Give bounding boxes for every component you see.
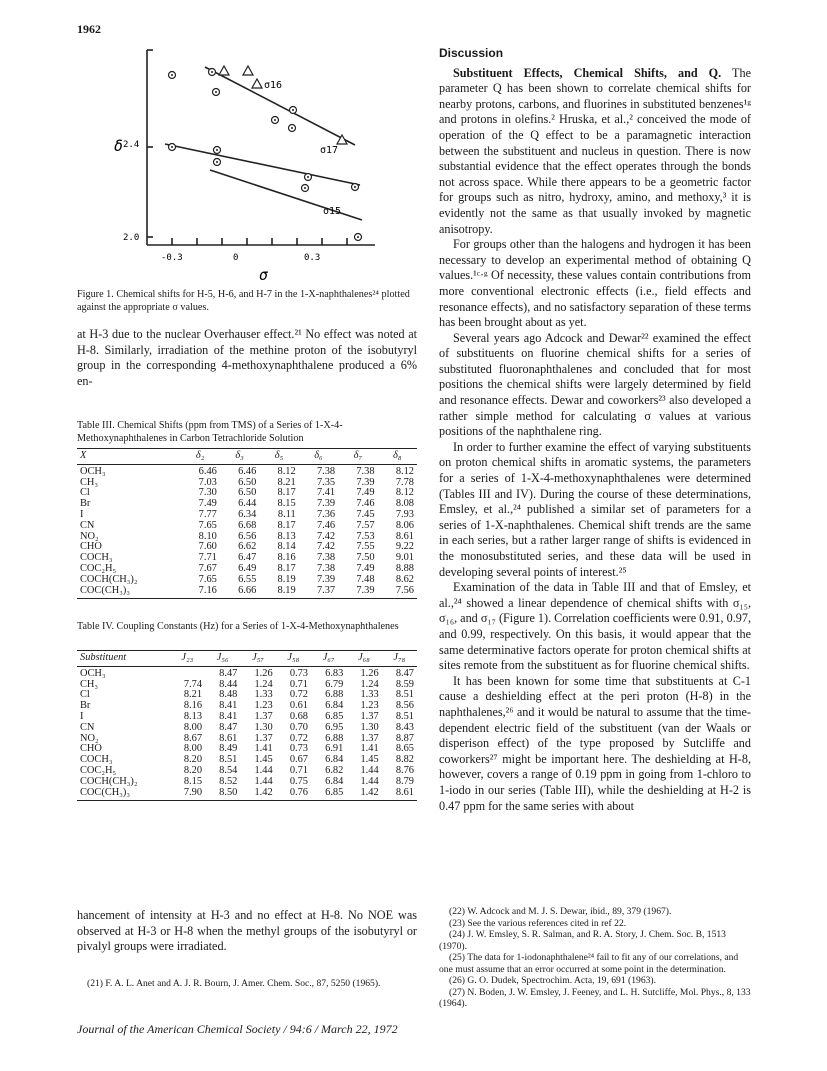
reference: (26) G. O. Dudek, Spectrochim. Acta, 19, 691 (1963). (449, 975, 657, 986)
table-cell: 1.33 (360, 689, 379, 701)
table-cell: 8.21 (183, 689, 203, 701)
reference: (27) N. Boden, J. W. Emsley, J. Feeney, and L. H. Sutcliffe, Mol. Phys., 8, 133 (1964). (439, 986, 751, 1009)
table-cell: 6.84 (325, 775, 344, 787)
table-cell: 8.41 (219, 710, 238, 722)
row-label: COCH(CH₃)₂ (80, 573, 138, 585)
column-header: δ₇ (338, 449, 377, 465)
table-cell: 7.56 (378, 586, 417, 599)
table-cell: 7.45 (356, 508, 375, 520)
table-cell: 6.34 (238, 508, 257, 520)
table-row (77, 575, 417, 586)
curve-label-sigma15: σ15 (323, 206, 342, 217)
table-cell: 8.67 (183, 732, 203, 744)
paragraph: In order to further examine the effect of varying substituents on proton chemical shifts in aromatic systems, the parameters for a series of 1-X-4-methoxynaphthalenes were determined (Tables III and IV). During the course of these determinations, Emsley, et al.,²⁴ published a similar set of parameters for a series of 1-X-naphthalenes. Chemical shift trends are the same in each series, but a rather larger range of shifts is evidenced in the monosubstituted series, and these data will be used in developing several points of interest.²⁵ (439, 439, 751, 579)
row-label: COCH₃ (80, 754, 113, 766)
table-cell: 8.00 (183, 743, 203, 755)
table-cell: 7.38 (316, 465, 336, 477)
table-cell: 7.93 (395, 508, 414, 520)
table-cell: 6.66 (220, 586, 259, 599)
table-cell: 1.44 (254, 764, 273, 776)
table-cell: 7.39 (316, 498, 336, 510)
table-cell: 7.53 (356, 530, 375, 542)
table-cell: 9.22 (395, 541, 414, 553)
column-header: J₅₈ (276, 651, 311, 667)
table-cell: 8.06 (395, 519, 414, 531)
table-cell: 7.55 (356, 541, 375, 553)
figure-1-plot (114, 40, 380, 285)
table-cell: 8.65 (395, 743, 414, 755)
body-text: hancement of intensity at H-3 and no effect at H-8. No NOE was observed at H-3 or H-8 when the methyl groups of the isobutyryl or pivalyl groups were irradiated. (77, 908, 417, 954)
table-row (77, 788, 417, 801)
table-cell: 7.65 (198, 519, 217, 531)
table-cell: 6.85 (311, 788, 346, 801)
table-cell: 8.00 (183, 721, 203, 733)
row-label: CHO (80, 743, 102, 755)
x-tick-label: -0.3 (161, 253, 183, 263)
table-cell: 8.59 (395, 678, 414, 690)
table-cell: 8.49 (219, 743, 238, 755)
table-cell: 7.36 (316, 508, 336, 520)
table-cell: 8.79 (395, 775, 414, 787)
table-row (77, 464, 417, 477)
table-cell: 7.46 (356, 498, 375, 510)
table-cell: 8.87 (395, 732, 414, 744)
table3 (77, 448, 417, 599)
reference: (25) The data for 1-iodonaphthalene²⁴ fail to fit any of our correlations, and one must assume that an error occurred at some point in the determination. (439, 952, 739, 975)
row-label: NO₂ (80, 530, 99, 542)
table-cell: 6.47 (238, 552, 257, 564)
table-cell: 8.43 (395, 721, 414, 733)
table-cell: 7.39 (338, 586, 377, 599)
table-cell: 8.17 (277, 487, 296, 499)
table-cell: 7.37 (299, 586, 338, 599)
table-cell: 8.12 (395, 465, 414, 477)
column-header: J₅₇ (240, 651, 275, 667)
table-cell: 8.16 (277, 552, 296, 564)
table-cell: 7.42 (316, 541, 336, 553)
table-cell: 7.65 (198, 573, 217, 585)
table-cell: 1.26 (254, 667, 273, 679)
table-cell: 7.71 (198, 552, 217, 564)
table-cell: 0.70 (289, 721, 308, 733)
section-heading: Discussion (439, 46, 504, 60)
table-cell: 7.67 (198, 562, 217, 574)
table-cell: 6.91 (325, 743, 344, 755)
footnote-21 (77, 978, 417, 990)
table-cell: 1.33 (254, 689, 273, 701)
table-cell: 7.90 (170, 788, 205, 801)
row-label: Br (80, 700, 91, 712)
x-tick-label: 0.3 (304, 253, 321, 263)
y-tick-label: 2.0 (123, 233, 140, 243)
table-cell: 8.13 (277, 530, 296, 542)
row-label: COCH(CH₃)₂ (80, 775, 138, 787)
reference: (24) J. W. Emsley, S. R. Salman, and R. A. Story, J. Chem. Soc. B, 1513 (1970). (439, 929, 726, 952)
row-label: I (80, 710, 84, 722)
table3-header-row (77, 449, 417, 465)
table-cell: 8.08 (395, 498, 414, 510)
table-cell: 8.88 (395, 562, 414, 574)
table-cell: 8.61 (382, 788, 417, 801)
table-cell: 6.56 (238, 530, 257, 542)
table-cell: 7.77 (198, 508, 217, 520)
table3-caption: Table III. Chemical Shifts (ppm from TMS) of a Series of 1-X-4-Methoxynaphthalenes in Carbon Tetrachloride Solution (77, 420, 343, 444)
table-cell: 6.79 (325, 678, 344, 690)
table-cell: 1.37 (360, 710, 379, 722)
paragraph: It has been known for some time that substituents at C-1 cause a deshielding effect at the peri proton (H-8) in the naphthalenes,²⁶ and it would be natural to assume that the time-dependent electric field of the substituent (van der Waals or disperison effect) of the type proposed by Sutcliffe and coworkers²⁷ might be important here. The deshielding at H-8, however, covers a range of 0.19 ppm in going from 1-chloro to 1-iodo in our series (Table III), while the deshielding at H-2 is 0.47 ppm for the same series with about (439, 673, 751, 813)
table-cell: 8.56 (395, 700, 414, 712)
table-cell: 7.49 (356, 487, 375, 499)
curve-label-sigma17: σ17 (320, 145, 339, 156)
table-cell: 7.38 (316, 562, 336, 574)
table-cell: 8.12 (395, 487, 414, 499)
table-cell: 0.71 (289, 764, 308, 776)
table-cell: 7.42 (316, 530, 336, 542)
table-cell: 1.24 (360, 678, 379, 690)
table4-caption: Table IV. Coupling Constants (Hz) for a Series of 1-X-4-Methoxynaphthalenes (77, 621, 399, 632)
table-cell: 6.84 (325, 754, 344, 766)
table-cell: 1.44 (360, 764, 379, 776)
table-row (77, 666, 417, 679)
table-cell: 8.19 (277, 573, 296, 585)
table-cell: 0.68 (289, 710, 308, 722)
table-cell: 0.75 (289, 775, 308, 787)
table-cell: 6.88 (325, 732, 344, 744)
table-cell: 0.73 (289, 743, 308, 755)
column-header: J₅₆ (205, 651, 240, 667)
table-row (77, 521, 417, 532)
table-cell: 8.14 (277, 541, 296, 553)
paragraph: For groups other than the halogens and hydrogen it has been necessary to develop an experimental method of obtaining Q values.¹ᶜ·ᵍ Of necessity, these values contain contributions from more conventional electronic effects (i.e., field effects and resonance effects), and no satisfactory separation of these terms has been brought about as yet. (439, 237, 751, 330)
references (439, 906, 751, 1010)
table-cell: 1.45 (360, 754, 379, 766)
table-cell: 8.10 (198, 530, 217, 542)
column-header: J₆₈ (346, 651, 381, 667)
table-cell: 1.23 (360, 700, 379, 712)
table-cell: 6.95 (325, 721, 344, 733)
table-cell: 8.47 (219, 721, 238, 733)
row-label: CN (80, 519, 95, 531)
table-cell: 6.84 (325, 700, 344, 712)
row-label: CHO (80, 541, 102, 553)
table-cell: 8.44 (219, 678, 238, 690)
table-cell: 0.73 (289, 667, 308, 679)
page-number: 1962 (77, 22, 101, 36)
row-label: COC(CH₃)₃ (77, 586, 180, 599)
table-cell: 8.51 (395, 689, 414, 701)
journal-footer: Journal of the American Chemical Society / 94:6 / March 22, 1972 (77, 1022, 398, 1036)
column-header: X (77, 449, 180, 465)
table-row (77, 586, 417, 599)
table-cell: 7.78 (395, 476, 414, 488)
table-cell: 8.17 (277, 562, 296, 574)
table-cell: 6.55 (238, 573, 257, 585)
table-cell: 1.23 (254, 700, 273, 712)
row-label: Cl (80, 487, 90, 499)
row-label: Br (80, 498, 91, 510)
y-axis-symbol: δ (114, 137, 124, 155)
table-cell: 8.20 (183, 754, 203, 766)
table-cell: 1.44 (360, 775, 379, 787)
table-cell: 8.15 (183, 775, 203, 787)
table-cell: 8.15 (277, 498, 296, 510)
column-header: J₇₈ (382, 651, 417, 667)
table-cell: 8.13 (183, 710, 203, 722)
table-cell: 8.41 (219, 700, 238, 712)
curve-label-sigma16: σ16 (264, 80, 283, 91)
table-cell: 7.57 (356, 519, 375, 531)
table-cell: 7.49 (198, 498, 217, 510)
table-cell: 7.35 (316, 476, 336, 488)
table-cell: 6.85 (325, 710, 344, 722)
table-cell: 1.37 (360, 732, 379, 744)
table-cell: 8.11 (277, 508, 296, 520)
row-label: COC(CH₃)₃ (77, 788, 170, 801)
table-cell: 0.72 (289, 689, 308, 701)
table-row (77, 723, 417, 734)
row-label: I (80, 508, 84, 520)
table-cell: 1.37 (254, 710, 273, 722)
left-paragraph-2 (77, 908, 417, 955)
row-label: COC₂H₅ (80, 764, 117, 776)
table-cell: 6.50 (238, 487, 257, 499)
table-cell: 1.26 (360, 667, 379, 679)
table-row (77, 777, 417, 788)
x-axis-symbol: σ (259, 266, 269, 284)
regression-line-sigma16 (205, 67, 355, 145)
table-cell: 7.46 (316, 519, 336, 531)
table-cell: 8.47 (219, 667, 238, 679)
figure-caption: Figure 1. Chemical shifts for H-5, H-6, and H-7 in the 1-X-naphthalenes²⁴ plotted against the appropriate σ values. (77, 289, 410, 313)
table-cell: 8.62 (395, 573, 414, 585)
right-column (439, 46, 751, 814)
reference: (23) See the various references cited in ref 22. (449, 917, 627, 929)
table-cell: 7.50 (356, 552, 375, 564)
column-header: δ₈ (378, 449, 417, 465)
table-cell: 8.76 (395, 764, 414, 776)
table-cell: 6.68 (238, 519, 257, 531)
table-cell: 1.44 (254, 775, 273, 787)
table-cell: 8.20 (183, 764, 203, 776)
column-header: δ₆ (299, 449, 338, 465)
table-cell: 8.54 (219, 764, 238, 776)
table-cell (170, 666, 205, 679)
table-cell: 6.49 (238, 562, 257, 574)
table4 (77, 650, 417, 801)
column-header: δ₅ (259, 449, 298, 465)
table-cell: 8.61 (395, 530, 414, 542)
table-cell: 1.24 (254, 678, 273, 690)
paragraph (439, 66, 751, 238)
table-cell: 6.82 (325, 764, 344, 776)
table-cell: 6.44 (238, 498, 257, 510)
table-cell: 6.88 (325, 689, 344, 701)
table-cell: 1.45 (254, 754, 273, 766)
reference: (21) F. A. L. Anet and A. J. R. Bourn, J. Amer. Chem. Soc., 87, 5250 (1965). (87, 978, 381, 989)
table-cell: 0.72 (289, 732, 308, 744)
row-label: CH₃ (80, 476, 99, 488)
table-cell: 6.50 (238, 476, 257, 488)
table-cell: 8.82 (395, 754, 414, 766)
y-tick-label: 2.4 (123, 140, 140, 150)
body-text: The parameter Q has been shown to correlate chemical shifts for nearby protons, carbons, and fluorines in substituted benzenes¹ᵍ and protons in olefins.² Hruska, et al.,² conceived the mode of operation of the Q effect to be a paramagnetic interaction between the substituent and nucleus in question. There is now substantial evidence that the effect operates through the bonds not across space. While there appears to be a geometric factor for groups such as nitro, hydroxy, amino, and methoxy,³ it is evidently not the same as that usually invoked by magnetic anisotropy. (439, 65, 751, 236)
table-cell: 8.21 (277, 476, 296, 488)
table-cell: 0.71 (289, 678, 308, 690)
table-cell: 8.48 (219, 689, 238, 701)
column-header: J₂₃ (170, 651, 205, 667)
table-cell: 1.41 (254, 743, 273, 755)
table-cell: 7.03 (198, 476, 217, 488)
table-cell: 0.61 (289, 700, 308, 712)
table-cell: 7.60 (198, 541, 217, 553)
table-cell: 6.83 (325, 667, 344, 679)
row-label: NO₂ (80, 732, 99, 744)
table-cell: 7.48 (356, 573, 375, 585)
table-cell: 7.39 (356, 476, 375, 488)
paragraph: Examination of the data in Table III and that of Emsley, et al.,²⁴ showed a linear dependence of chemical shifts with σ₁₅, σ₁₆, and σ₁₇ (Figure 1). Correlation coefficients were 0.91, 0.97, and 0.99, respectively. On this basis, it would appear that the same determinative factors operate for proton chemical shifts at sites remote from the substituent as for fluorine chemical shifts. (439, 580, 751, 673)
table-cell: 7.74 (183, 678, 203, 690)
table-cell: 9.01 (395, 552, 414, 564)
paragraph: Several years ago Adcock and Dewar²² examined the effect of substituents on fluorine chemical shifts for a series of substituted fluoronaphthalenes and concluded that for most positions the chemical shifts were largely determined by field and resonance effects. Dewar and coworkers²³ also developed a rather simple method for calculating σ values at various positions of the naphthalene ring. (439, 330, 751, 439)
table-cell: 1.41 (360, 743, 379, 755)
row-label: COCH₃ (80, 552, 113, 564)
table-cell: 1.42 (346, 788, 381, 801)
table-cell: 6.62 (238, 541, 257, 553)
table-cell: 8.50 (205, 788, 240, 801)
table-cell: 6.46 (238, 465, 257, 477)
table-cell: 6.46 (198, 465, 217, 477)
table-cell: 1.42 (240, 788, 275, 801)
run-in-heading: Substituent Effects, Chemical Shifts, and Q. (453, 65, 722, 80)
table-cell: 7.39 (316, 573, 336, 585)
table-cell: 0.67 (289, 754, 308, 766)
row-label: OCH₃ (80, 465, 106, 477)
table-cell: 7.49 (356, 562, 375, 574)
table-cell: 8.52 (219, 775, 238, 787)
table-cell: 8.17 (277, 519, 296, 531)
table-cell: 8.12 (277, 465, 296, 477)
x-tick-label: 0 (233, 253, 239, 263)
table-cell: 8.16 (183, 700, 203, 712)
column-header: δ₂ (180, 449, 219, 465)
table-cell: 0.76 (276, 788, 311, 801)
table-cell: 7.38 (356, 465, 375, 477)
row-label: CH₃ (80, 678, 99, 690)
row-label: COC₂H₅ (80, 562, 117, 574)
table-cell: 1.30 (254, 721, 273, 733)
column-header: J₆₇ (311, 651, 346, 667)
table-cell: 8.19 (259, 586, 298, 599)
column-header: δ₃ (220, 449, 259, 465)
row-label: OCH₃ (80, 667, 106, 679)
table-cell: 8.51 (395, 710, 414, 722)
table-cell: 8.51 (219, 754, 238, 766)
table-cell: 1.37 (254, 732, 273, 744)
column-header: Substituent (77, 651, 170, 667)
body-text: at H-3 due to the nuclear Overhauser effect.²¹ No effect was noted at H-8. Similarly, irradiation of the methine proton of the isobutyryl group in the corresponding 4-methoxynaphthalene produced a 6% en- (77, 327, 417, 388)
table-cell: 7.41 (316, 487, 336, 499)
table4-header-row (77, 651, 417, 667)
table-cell: 7.30 (198, 487, 217, 499)
table-cell: 8.61 (219, 732, 238, 744)
left-paragraph-1 (77, 327, 417, 389)
table-cell: 8.47 (395, 667, 414, 679)
table-cell: 7.38 (316, 552, 336, 564)
row-label: CN (80, 721, 95, 733)
row-label: Cl (80, 689, 90, 701)
table-cell: 7.16 (180, 586, 219, 599)
reference: (22) W. Adcock and M. J. S. Dewar, ibid., 89, 379 (1967). (449, 906, 672, 917)
table-cell: 1.30 (360, 721, 379, 733)
